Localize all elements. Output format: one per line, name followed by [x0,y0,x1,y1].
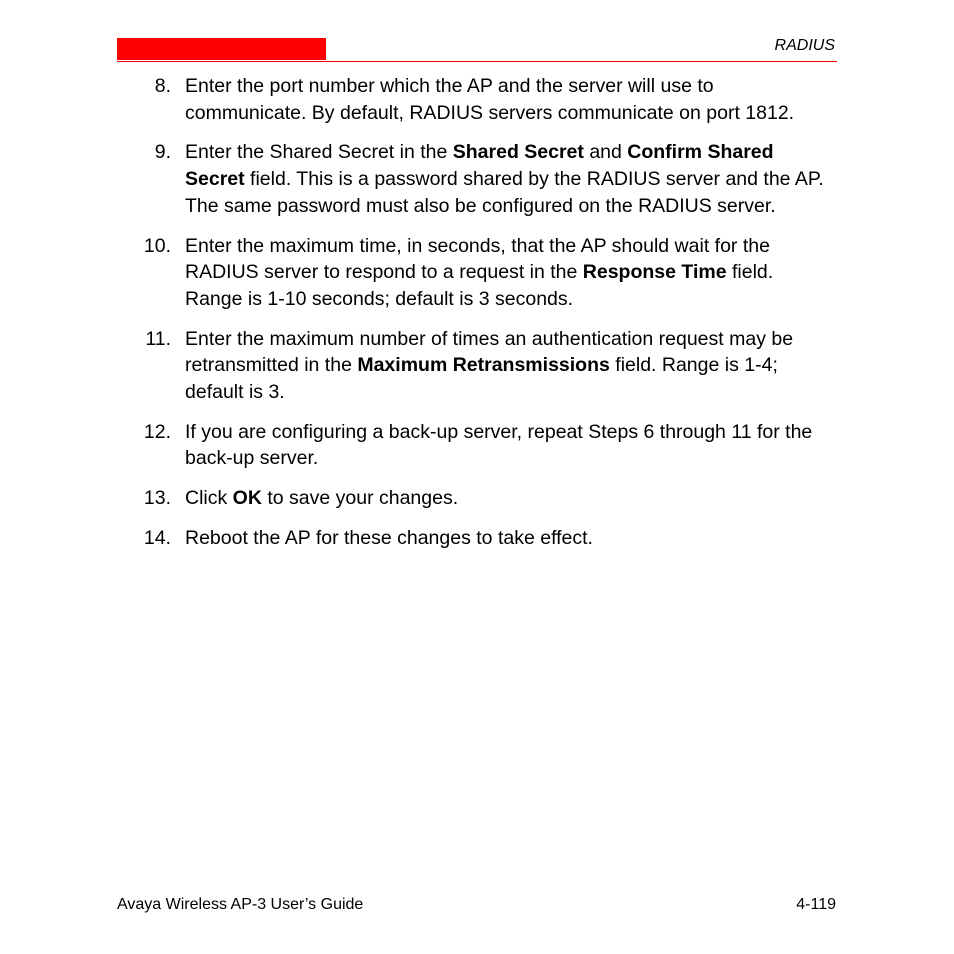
header-red-bar [117,38,326,60]
text-run: and [583,141,628,164]
footer-guide-title: Avaya Wireless AP-3 User’s Guide [117,896,364,913]
step-text [185,326,835,406]
text-run: Enter the Shared Secret in the [185,141,453,164]
text-run: field. Range is 1-10 seconds; default is 3 seconds. [185,261,774,310]
step-text: Enter the port number which the AP and the server will use to communicate. By default, RADIUS servers communicate on port 1812. [185,75,795,124]
step-text [185,139,835,219]
text-run: to save your changes. [261,487,459,510]
header-rule [117,61,837,62]
step-text: Reboot the AP for these changes to take effect. [185,526,593,549]
step-14 [0,525,954,552]
steps-list [0,73,954,565]
step-number: 11. [145,327,171,350]
text-run: Click [185,487,233,510]
step-10 [0,233,954,313]
step-number: 12. [143,420,171,443]
button-name-ok: OK [232,487,262,510]
text-run: field. Range is 1-4; default is 3. [185,354,778,404]
step-text: If you are configuring a back-up server, repeat Steps 6 through 11 for the back-up server. [185,420,813,470]
field-name-response-time: Response Time [582,261,727,284]
field-name-shared-secret: Shared Secret [452,141,584,164]
step-number: 14. [143,526,171,549]
step-number: 8. [154,75,171,97]
field-name-maximum-retransmissions: Maximum Retransmissions [357,354,610,377]
step-text [185,485,835,512]
step-11 [0,326,954,406]
footer-page-number: 4-119 [796,896,836,913]
step-8 [0,73,954,126]
text-run: Enter the maximum time, in seconds, that the AP should wait for the RADIUS server to respond to a request in the [185,234,770,284]
step-number: 9. [154,141,171,164]
section-title: RADIUS [774,37,835,54]
text-run: field. This is a password shared by the RADIUS server and the AP. The same password must also be configured on the RADIUS server. [185,168,824,217]
step-text [185,233,835,313]
text-run: Enter the maximum number of times an authentication request may be retransmitted in the [185,327,794,377]
step-number: 10. [143,234,171,257]
step-9 [0,139,954,219]
step-12 [0,419,954,472]
step-13 [0,485,954,512]
step-number: 13. [143,487,171,510]
field-name-confirm-shared-secret: Confirm Shared Secret [185,141,774,191]
